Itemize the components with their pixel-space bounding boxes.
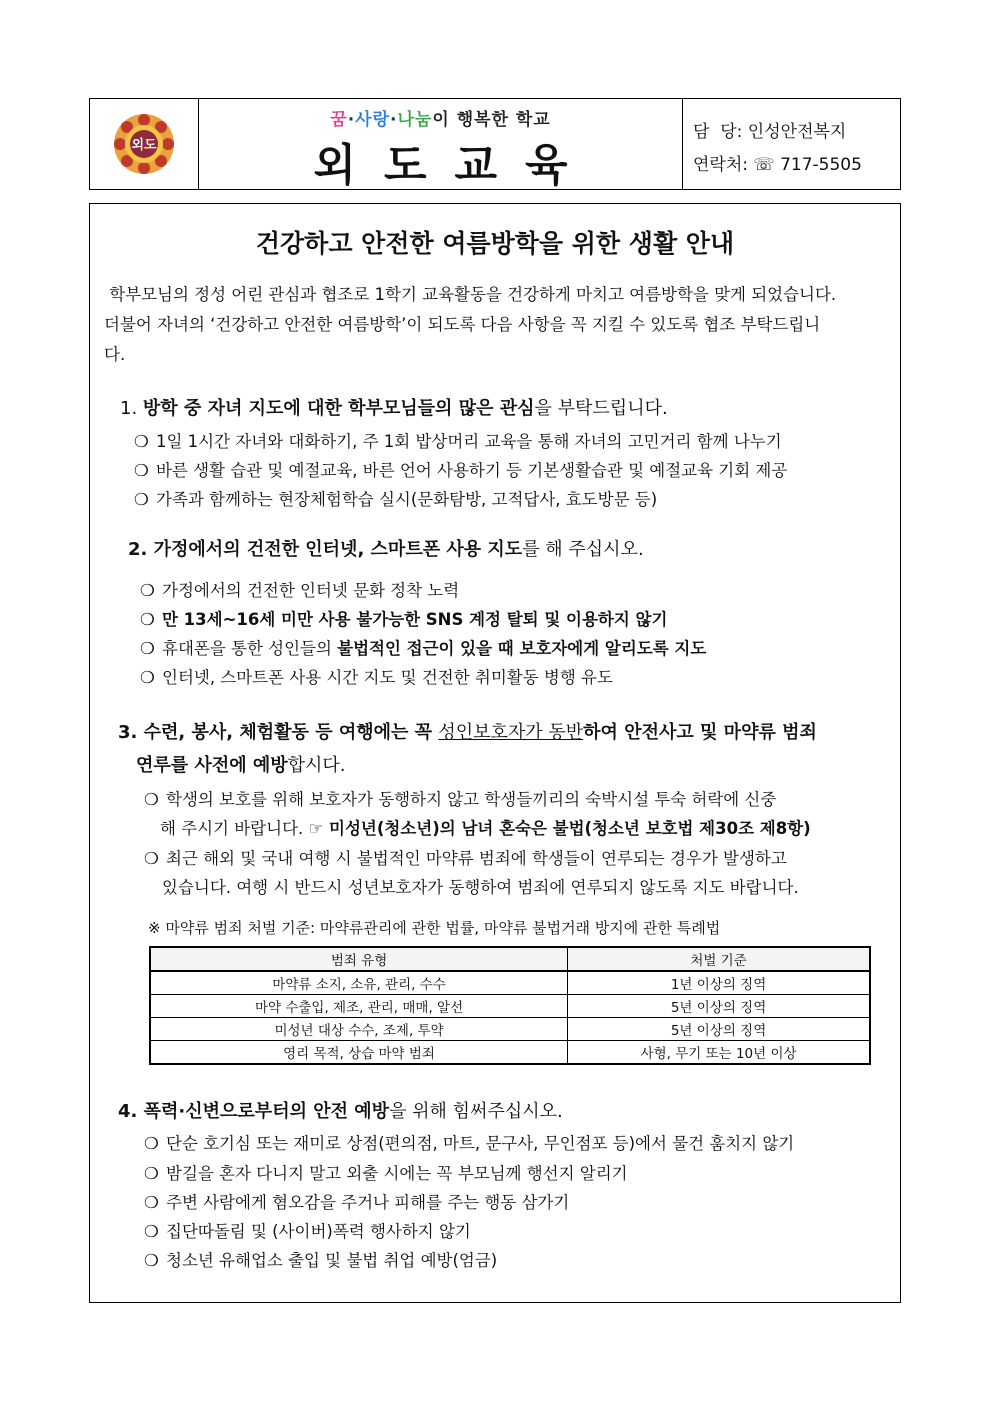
slogan-part: 꿈 bbox=[330, 110, 348, 130]
notice-body bbox=[89, 203, 901, 1303]
section-3-emphasis: 3. 수련, 봉사, 체험활동 등 여행에는 꼭 bbox=[118, 722, 439, 743]
table-cell: 1년 이상의 징역 bbox=[568, 971, 870, 995]
school-name: 외도교육 bbox=[313, 140, 596, 191]
list-item bbox=[140, 606, 667, 630]
header-table bbox=[89, 98, 901, 190]
table-row bbox=[150, 971, 870, 995]
list-item bbox=[144, 1218, 471, 1242]
column-header: 처벌 기준 bbox=[568, 947, 870, 971]
section-3-heading-cont bbox=[136, 751, 346, 777]
section-number: 1. bbox=[120, 398, 143, 419]
list-item bbox=[144, 1189, 569, 1213]
logo-cell bbox=[90, 99, 199, 189]
section-number: 4. bbox=[118, 1101, 144, 1122]
table-cell: 5년 이상의 징역 bbox=[568, 995, 870, 1018]
logo-text: 외도 bbox=[131, 138, 157, 153]
list-item bbox=[144, 845, 787, 869]
intro-line: 더불어 자녀의 ‘건강하고 안전한 여름방학’이 되도록 다음 사항을 꼭 지킬 수 있도록 협조 부탁드립니 bbox=[104, 315, 821, 334]
section-1-heading bbox=[120, 394, 668, 420]
slogan-part: · bbox=[347, 110, 356, 130]
slogan-part: 이 행복한 학교 bbox=[432, 110, 551, 130]
list-item bbox=[140, 635, 706, 659]
list-item bbox=[134, 486, 657, 510]
bullet-icon: ❍ bbox=[140, 581, 155, 600]
contact-person-label: 담 당: bbox=[693, 122, 743, 142]
table-cell: 마약류 소지, 소유, 관리, 수수 bbox=[150, 971, 568, 995]
list-item-cont bbox=[160, 815, 811, 839]
list-item-cont bbox=[162, 874, 799, 898]
list-item-text: 단순 호기심 또는 재미로 상점(편의점, 마트, 문구사, 무인점포 등)에서 물건 훔치지 않기 bbox=[166, 1134, 795, 1153]
table-header-row bbox=[150, 947, 870, 971]
table-cell: 마약 수출입, 제조, 관리, 매매, 알선 bbox=[150, 995, 568, 1018]
table-cell: 5년 이상의 징역 bbox=[568, 1018, 870, 1041]
bullet-icon: ❍ bbox=[144, 1134, 159, 1153]
slogan-part: 나눔 bbox=[397, 110, 433, 130]
list-item-emphasis: 불법적인 접근이 있을 때 보호자에게 알리도록 지도 bbox=[337, 639, 707, 658]
bullet-icon: ❍ bbox=[144, 1164, 159, 1183]
section-2-heading bbox=[128, 535, 644, 561]
section-4-rest: 을 위해 힘써주십시오. bbox=[389, 1101, 563, 1122]
list-item-text: 가족과 함께하는 현장체험학습 실시(문화탐방, 고적답사, 효도방문 등) bbox=[156, 490, 658, 509]
section-3-emphasis: 하여 안전사고 및 마약류 범죄 bbox=[583, 722, 817, 743]
list-item bbox=[134, 457, 787, 481]
bullet-icon: ❍ bbox=[134, 432, 149, 451]
table-row bbox=[150, 995, 870, 1018]
section-4-emphasis: 폭력·신변으로부터의 안전 예방 bbox=[143, 1101, 390, 1122]
list-item-text: 집단따돌림 및 (사이버)폭력 행사하지 않기 bbox=[166, 1222, 471, 1241]
contact-phone bbox=[693, 150, 900, 175]
contact-person bbox=[693, 117, 900, 142]
section-1-emphasis: 방학 중 자녀 지도에 대한 학부모님들의 많은 관심 bbox=[142, 398, 535, 419]
contact-phone-label: 연락처: bbox=[693, 155, 748, 175]
list-item-emphasis: 미성년(청소년)의 남녀 혼숙은 불법(청소년 보호법 제30조 제8항) bbox=[323, 819, 811, 838]
list-item bbox=[140, 577, 459, 601]
slogan-part: 사랑 bbox=[355, 110, 391, 130]
section-3-underline: 성인보호자가 동반 bbox=[438, 722, 584, 743]
bullet-icon: ❍ bbox=[144, 1222, 159, 1241]
bullet-icon: ❍ bbox=[144, 790, 159, 809]
table-cell: 미성년 대상 수수, 조제, 투약 bbox=[150, 1018, 568, 1041]
bullet-icon: ❍ bbox=[140, 668, 155, 687]
section-4-heading bbox=[118, 1097, 563, 1123]
phone-icon: ☏ bbox=[753, 155, 775, 175]
section-2-emphasis: 가정에서의 건전한 인터넷, 스마트폰 사용 지도 bbox=[153, 539, 523, 560]
bullet-icon: ❍ bbox=[144, 1251, 159, 1270]
pointing-hand-icon: ☞ bbox=[308, 819, 324, 838]
list-item-text: 주변 사람에게 혐오감을 주거나 피해를 주는 행동 삼가기 bbox=[166, 1193, 570, 1212]
bullet-icon: ❍ bbox=[144, 1193, 159, 1212]
contact-person-value: 인성안전복지 bbox=[747, 122, 847, 142]
list-item-text: 밤길을 혼자 다니지 말고 외출 시에는 꼭 부모님께 행선지 알리기 bbox=[166, 1164, 628, 1183]
bullet-icon: ❍ bbox=[134, 490, 149, 509]
list-item-text: 학생의 보호를 위해 보호자가 동행하지 않고 학생들끼리의 숙박시설 투숙 허락에 신중 bbox=[166, 790, 777, 809]
section-3-emphasis: 연루를 사전에 예방 bbox=[136, 755, 288, 776]
section-2-rest: 를 해 주십시오. bbox=[522, 539, 644, 560]
table-row bbox=[150, 1018, 870, 1041]
slogan-part: · bbox=[390, 110, 398, 130]
contact-phone-value: 717-5505 bbox=[780, 155, 862, 175]
bullet-icon: ❍ bbox=[140, 639, 155, 658]
list-item-text: 있습니다. 여행 시 반드시 성년보호자가 동행하여 범죄에 연루되지 않도록 지도 바랍니다. bbox=[162, 878, 799, 897]
list-item-text: 최근 해외 및 국내 여행 시 불법적인 마약류 범죄에 학생들이 연루되는 경우가 발생하고 bbox=[166, 849, 787, 868]
section-3-heading bbox=[118, 718, 817, 744]
bullet-icon: ❍ bbox=[140, 610, 155, 629]
contact-cell bbox=[683, 99, 900, 189]
list-item-text: 바른 생활 습관 및 예절교육, 바른 언어 사용하기 등 기본생활습관 및 예절교육 기회 제공 bbox=[156, 461, 788, 480]
intro-line: 학부모님의 정성 어린 관심과 협조로 1학기 교육활동을 건강하게 마치고 여름방학을 맞게 되었습니다. bbox=[104, 285, 837, 304]
section-3-rest: 합시다. bbox=[287, 755, 346, 776]
penalty-table bbox=[149, 946, 871, 1065]
list-item bbox=[144, 1130, 794, 1154]
list-item bbox=[144, 1247, 497, 1271]
list-item-text: 가정에서의 건전한 인터넷 문화 정착 노력 bbox=[162, 581, 460, 600]
school-emblem-icon bbox=[112, 112, 176, 176]
school-slogan bbox=[199, 105, 682, 130]
list-item bbox=[134, 428, 782, 452]
list-item bbox=[144, 1160, 628, 1184]
list-item-text: 휴대폰을 통한 성인들의 bbox=[162, 639, 338, 658]
column-header: 범죄 유형 bbox=[150, 947, 568, 971]
list-item-text: 만 13세~16세 미만 사용 불가능한 SNS 계정 탈퇴 및 이용하지 않기 bbox=[162, 610, 668, 629]
table-cell: 사형, 무기 또는 10년 이상 bbox=[568, 1041, 870, 1065]
page-title: 건강하고 안전한 여름방학을 위한 생활 안내 bbox=[255, 229, 735, 258]
intro-line: 다. bbox=[104, 345, 126, 364]
bullet-icon: ❍ bbox=[144, 849, 159, 868]
section-number: 2. bbox=[128, 539, 154, 560]
title-cell bbox=[199, 99, 683, 189]
list-item-text: 청소년 유해업소 출입 및 불법 취업 예방(엄금) bbox=[166, 1251, 498, 1270]
list-item bbox=[144, 786, 776, 810]
bullet-icon: ❍ bbox=[134, 461, 149, 480]
list-item-text: 해 주시기 바랍니다. bbox=[160, 819, 309, 838]
section-1-rest: 을 부탁드립니다. bbox=[534, 398, 668, 419]
list-item-text: 인터넷, 스마트폰 사용 시간 지도 및 건전한 취미활동 병행 유도 bbox=[162, 668, 613, 687]
table-row bbox=[150, 1041, 870, 1065]
list-item-text: 1일 1시간 자녀와 대화하기, 주 1회 밥상머리 교육을 통해 자녀의 고민거리 함께 나누기 bbox=[156, 432, 782, 451]
table-cell: 영리 목적, 상습 마약 범죄 bbox=[150, 1041, 568, 1065]
legal-note: ※ 마약류 범죄 처벌 기준: 마약류관리에 관한 법률, 마약류 불법거래 방지에 관한 특례법 bbox=[148, 919, 721, 937]
list-item bbox=[140, 664, 613, 688]
